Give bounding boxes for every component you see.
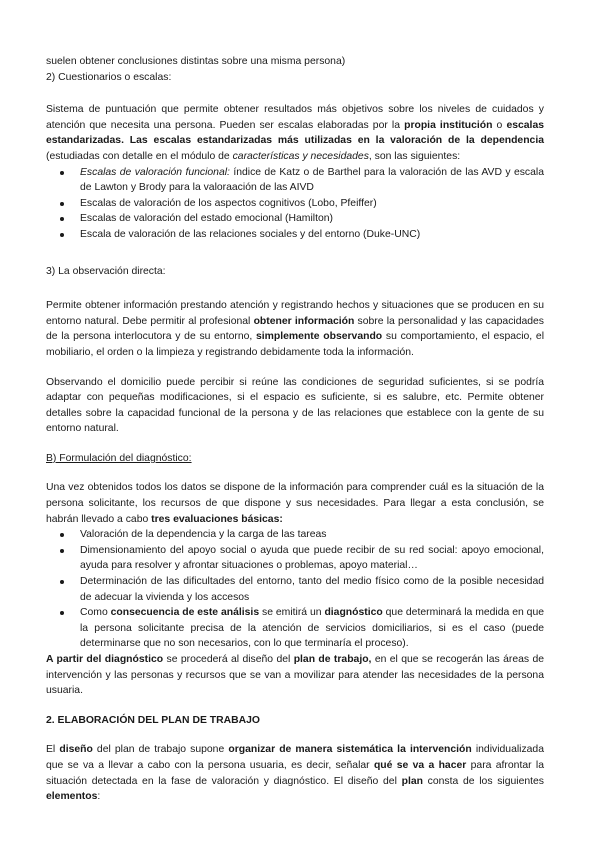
section-b-heading: B) Formulación del diagnóstico:	[46, 452, 192, 464]
document-page	[46, 54, 544, 805]
section-3-paragraph-1: Permite obtener información prestando atención y registrando hechos y situaciones que se producen en su entorno natural. Debe permitir al profesional obtener información sobre la personalidad y las capacidades de la persona interlocutora y de su entorno, simplemente observando su comportamiento, el espacio, el mobiliario, el orden o la limpieza y registrando debidamente toda la información.	[46, 300, 545, 358]
section-3-paragraph-2: Observando el domicilio puede percibir si reúne las condiciones de seguridad suficientes, si se podría adaptar con pequeñas modificaciones, si el espacio es suficiente, si es salubre, etc. Permite obtener detalles sobre la capacidad funcional de la persona y de las relaciones que establece con la gente de su entorno natural.	[46, 376, 544, 435]
section-2-paragraph: Sistema de puntuación que permite obtener resultados más objetivos sobre los niveles de cuidados y atención que necesita una persona. Pueden ser escalas elaboradas por la propia institución o escalas estandarizadas. Las escalas estandarizadas más utilizadas en la valoración de la dependencia (estudiadas con detalle en el módulo de características y necesidades, son las siguientes:	[46, 104, 544, 162]
section-3-heading: 3) La observación directa:	[46, 265, 166, 277]
list-item: Escalas de valoración funcional: índice de Katz o de Barthel para la valoración de las AVD y escala de Lawton y Brody para la valoraación de las AIVD	[46, 165, 544, 196]
intro-line: suelen obtener conclusiones distintas sobre una misma persona)	[46, 56, 346, 67]
evaluations-list	[46, 527, 544, 652]
list-item: Escalas de valoración de los aspectos cognitivos (Lobo, Pfeiffer)	[46, 196, 544, 212]
list-item: Dimensionamiento del apoyo social o ayuda que puede recibir de su red social: apoyo emocional, ayuda para resolver y afrontar situaciones o problemas, apoyo material…	[46, 543, 544, 574]
section-b-paragraph-2: A partir del diagnóstico se procederá al diseño del plan de trabajo, en el que se recogerán las áreas de intervención y las personas y recursos que se van a movilizar para atender las necesidades de la persona usuaria.	[46, 654, 544, 697]
list-item: Escala de valoración de las relaciones sociales y del entorno (Duke-UNC)	[46, 227, 544, 243]
scales-list	[46, 165, 544, 243]
list-item: Como consecuencia de este análisis se emitirá un diagnóstico que determinará la medida en que la persona solicitante precisa de la atención de servicios domiciliarios, si es el caso (puede determinarse que no son necesarios, con lo que terminaría el proceso).	[46, 605, 544, 652]
list-item: Determinación de las dificultades del entorno, tanto del medio físico como de la posible necesidad de adecuar la vivienda y los accesos	[46, 574, 544, 605]
section-b-paragraph-1: Una vez obtenidos todos los datos se dispone de la información para comprender cuál es la situación de la persona solicitante, los recursos de que dispone y sus necesidades. Para llegar a esta conclusión, se habrán llevado a cabo tres evaluaciones básicas:	[46, 482, 544, 525]
plan-heading: 2. ELABORACIÓN DEL PLAN DE TRABAJO	[46, 714, 260, 726]
section-2-heading: 2) Cuestionarios o escalas:	[46, 71, 172, 83]
plan-paragraph: El diseño del plan de trabajo supone organizar de manera sistemática la intervención individualizada que se va a llevar a cabo con la persona usuaria, es decir, señalar qué se va a hacer para afrontar la situación detectada en la fase de valoración y diagnóstico. El diseño del plan consta de los siguientes elementos:	[46, 744, 544, 803]
list-item: Valoración de la dependencia y la carga de las tareas	[46, 527, 544, 543]
list-item: Escalas de valoración del estado emocional (Hamilton)	[46, 211, 544, 227]
